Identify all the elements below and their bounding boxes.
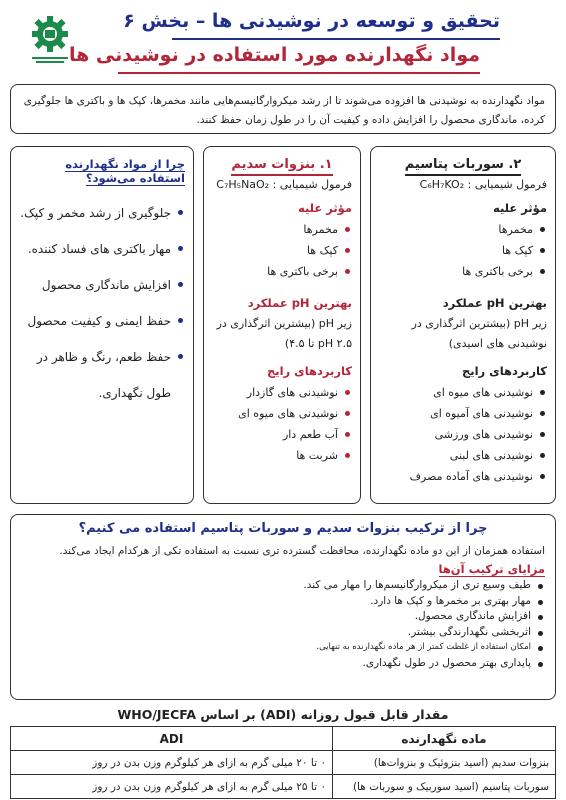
why-list (19, 195, 185, 411)
list-item: کپک ها (212, 240, 338, 261)
title-underline (172, 38, 500, 40)
table-header-row (11, 727, 556, 751)
table-cell: بنزوات سدیم (اسید بنزوئیک و بنزوات‌ها) (333, 751, 556, 775)
intro-text: مواد نگهدارنده به نوشیدنی ها افزوده می‌شوند تا از رشد میکروارگانیسم‌هایی مانند مخمرها، کپک ها و باکتری ها جلوگیری کرده، ماندگاری محصول را افزایش داده و کیفیت آن را در طول زمان حفظ کنند. (10, 84, 556, 134)
list-item: آب طعم دار (212, 424, 338, 445)
adi-table (10, 726, 556, 799)
list-item: افزایش ماندگاری محصول (19, 267, 171, 303)
benzoate-effective-list (212, 219, 352, 282)
sorbate-effective-list (379, 219, 547, 282)
list-item: برخی باکتری ها (212, 261, 338, 282)
benzoate-formula: فرمول شیمیایی : C₇H₅NaO₂ (216, 178, 352, 191)
list-item: نوشیدنی های ورزشی (379, 424, 533, 445)
list-item: کپک ها (379, 240, 533, 261)
list-item: نوشیدنی های آمیوه ای (379, 403, 533, 424)
combination-benefits-label: مزایای ترکیب آن‌ها (438, 562, 545, 576)
list-item: حفظ طعم، رنگ و ظاهر در طول نگهداری. (19, 339, 171, 411)
table-header-cell: ADI (11, 727, 333, 751)
list-item: نوشیدنی های میوه ای (379, 382, 533, 403)
table-row (11, 775, 556, 799)
header (6, 6, 560, 76)
list-item: برخی باکتری ها (379, 261, 533, 282)
subtitle-underline (118, 72, 480, 74)
page-title: تحقیق و توسعه در نوشیدنی ها – بخش ۶ (123, 10, 500, 32)
sorbate-ph-text: زیر pH (بیشترین اثرگذاری در نوشیدنی های اسیدی) (411, 317, 547, 350)
page-subtitle: مواد نگهدارنده مورد استفاده در نوشیدنی ها (68, 44, 480, 66)
sorbate-uses-label: کاربردهای رایج (461, 364, 547, 378)
list-item: نوشیدنی های گازدار (212, 382, 338, 403)
sorbate-ph-label: بهترین pH عملکرد (442, 296, 547, 310)
sorbate-title: ۲. سوربات پتاسیم (379, 157, 547, 172)
list-item: اثربخشی نگهدارندگی بیشتر. (21, 625, 531, 641)
list-item: مهار بهتری بر مخمرها و کپک ها دارد. (21, 594, 531, 610)
sorbate-card (370, 146, 556, 504)
combination-benefits-list (21, 578, 545, 671)
benzoate-card (203, 146, 361, 504)
benzoate-uses-list (212, 382, 352, 466)
benzoate-uses-label: کاربردهای رایج (266, 364, 352, 378)
sorbate-effective-label: مؤثر علیه (492, 201, 547, 215)
combination-title: چرا از ترکیب بنزوات سدیم و سوربات پتاسیم استفاده می کنیم؟ (78, 521, 488, 536)
list-item: شربت ها (212, 445, 338, 466)
list-item: مخمرها (212, 219, 338, 240)
list-item: طیف وسیع تری از میکروارگانیسم‌ها را مهار می کند. (21, 578, 531, 594)
table-header-cell: ماده نگهدارنده (333, 727, 556, 751)
gear-logo-icon (28, 14, 72, 66)
table-cell: ۰ تا ۲۰ میلی گرم به ازای هر کیلوگرم وزن بدن در روز (11, 751, 333, 775)
table-cell: سوربات پتاسیم (اسید سوربیک و سوربات ها) (333, 775, 556, 799)
benzoate-ph-text: زیر pH (بیشترین اثرگذاری در pH ۲.۵ تا ۴.۵) (216, 317, 352, 350)
benzoate-ph-label: بهترین pH عملکرد (247, 296, 352, 310)
list-item: نوشیدنی های لبنی (379, 445, 533, 466)
list-item: حفظ ایمنی و کیفیت محصول (19, 303, 171, 339)
list-item: مهار باکتری های فساد کننده. (19, 231, 171, 267)
benzoate-title: ۱. بنزوات سدیم (212, 157, 352, 172)
table-row (11, 751, 556, 775)
sorbate-formula: فرمول شیمیایی : C₆H₇KO₂ (419, 178, 547, 191)
why-card (10, 146, 194, 504)
benzoate-effective-label: مؤثر علیه (297, 201, 352, 215)
list-item: نوشیدنی های میوه ای (212, 403, 338, 424)
adi-table-title: مقدار قابل قبول روزانه (ADI) بر اساس WHO/JECFA (117, 707, 449, 722)
table-cell: ۰ تا ۲۵ میلی گرم به ازای هر کیلوگرم وزن بدن در روز (11, 775, 333, 799)
list-item: نوشیدنی های آماده مصرف (379, 466, 533, 487)
combination-text: استفاده همزمان از این دو ماده نگهدارنده، محافظت گسترده تری نسبت به استفاده تکی از هرکدام ایجاد می‌کند. (59, 545, 545, 557)
list-item: پایداری بهتر محصول در طول نگهداری. (21, 656, 531, 672)
list-item: افزایش ماندگاری محصول. (21, 609, 531, 625)
list-item: مخمرها (379, 219, 533, 240)
list-item: امکان استفاده از غلظت کمتر از هر ماده نگهدارنده به تنهایی. (21, 640, 531, 656)
why-title: چرا از مواد نگهدارنده استفاده می‌شود؟ (65, 157, 185, 185)
combination-card (10, 514, 556, 700)
sorbate-uses-list (379, 382, 547, 487)
list-item: جلوگیری از رشد مخمر و کپک. (19, 195, 171, 231)
